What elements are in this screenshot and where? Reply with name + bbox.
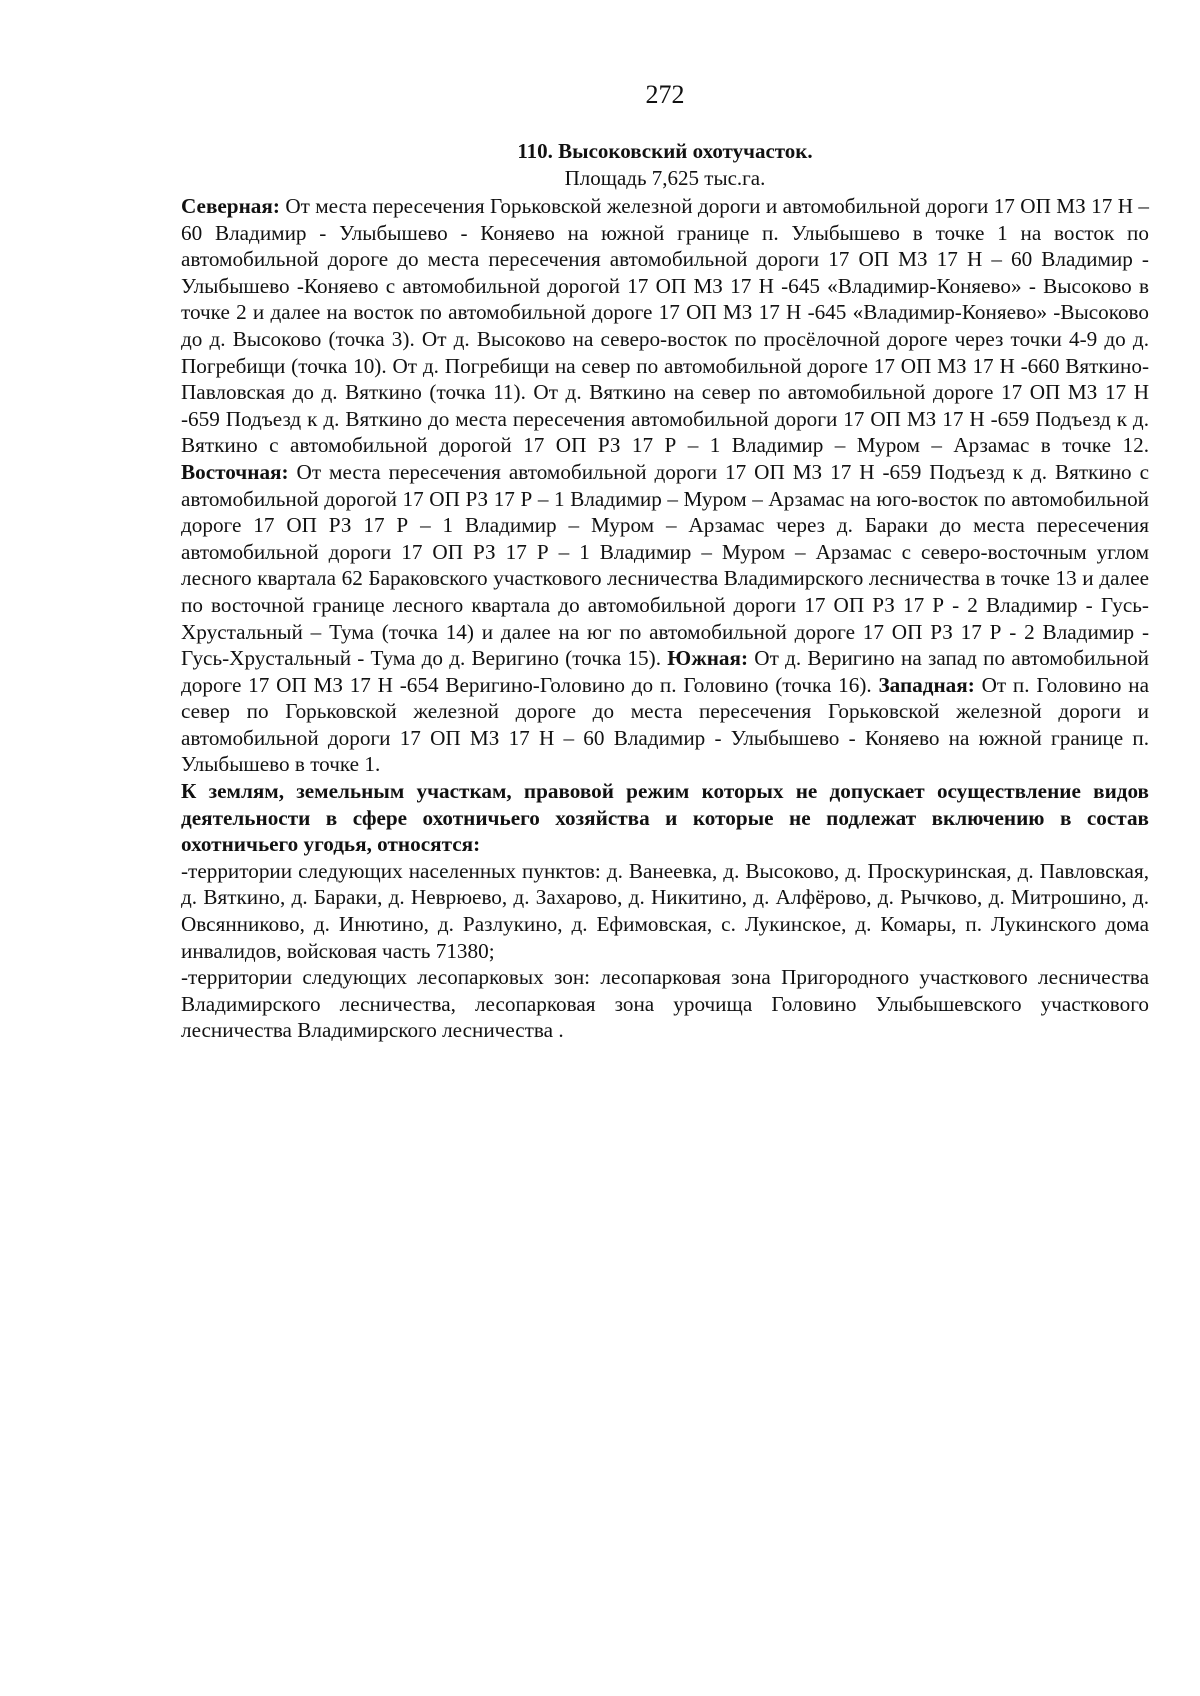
document-body xyxy=(181,193,1149,1044)
settlements-paragraph: -территории следующих населенных пунктов: д. Ванеевка, д. Высоково, д. Проскуринская, д. Павловская, д. Вяткино, д. Бараки, д. Неврюево, д. Захарово, д. Никитино, д. Алфёрово, д. Рычково, д. Митрошино, д. Овсянниково, д. Инютино, д. Разлукино, д. Ефимовская, с. Лукинское, д. Комары, п. Лукинского дома инвалидов, войсковая часть 71380; xyxy=(181,858,1149,963)
north-text: От места пересечения Горьковской железной дороги и автомобильной дороги 17 ОП МЗ 17 Н – 60 Владимир - Улыбышево - Коняево на южной границе п. Улыбышево в точке 1 на восток по автомобильной дороге до места пересечения автомобильной дороги 17 ОП МЗ 17 Н – 60 Владимир - Улыбышево -Коняево с автомобильной дорогой 17 ОП МЗ 17 Н -645 «Владимир-Коняево» - Высоково в точке 2 и далее на восток по автомобильной дороге 17 ОП МЗ 17 Н -645 «Владимир-Коняево» -Высоково до д. Высоково (точка 3). От д. Высоково на северо-восток по просёлочной дороге через точки 4-9 до д. Погребищи (точка 10). От д. Погребищи на север по автомобильной дороге 17 ОП МЗ 17 Н -660 Вяткино-Павловская до д. Вяткино (точка 11). От д. Вяткино на север по автомобильной дороге 17 ОП МЗ 17 Н -659 Подъезд к д. Вяткино до места пересечения автомобильной дороги 17 ОП МЗ 17 Н -659 Подъезд к д. Вяткино с автомобильной дорогой 17 ОП РЗ 17 Р – 1 Владимир – Муром – Арзамас в точке 12. xyxy=(181,194,1149,458)
exclusions-heading: К землям, земельным участкам, правовой режим которых не допускает осуществление видов деятельности в сфере охотничьего хозяйства и которые не подлежат включению в состав охотничьего угодья, относятся: xyxy=(181,779,1149,857)
south-text: От д. Веригино на запад по автомобильной дороге 17 ОП МЗ 17 Н -654 Веригино-Головино до п. Головино (точка 16). xyxy=(181,646,1150,697)
west-label: Западная: xyxy=(878,672,975,697)
page-number: 272 xyxy=(645,80,685,109)
east-text: От места пересечения автомобильной дороги 17 ОП МЗ 17 Н -659 Подъезд к д. Вяткино с автомобильной дорогой 17 ОП РЗ 17 Р – 1 Владимир – Муром – Арзамас на юго-восток по автомобильной дороге 17 ОП РЗ 17 Р – 1 Владимир – Муром – Арзамас через д. Бараки до места пересечения автомобильной дороги 17 ОП РЗ 17 Р – 1 Владимир – Муром – Арзамас с северо-восточным углом лесного квартала 62 Бараковского участкового лесничества Владимирского лесничества в точке 13 и далее по восточной границе лесного квартала до автомобильной дороги 17 ОП РЗ 17 Р - 2 Владимир - Гусь-Хрустальный – Тума (точка 14) и далее на юг по автомобильной дороге 17 ОП РЗ 17 Р - 2 Владимир - Гусь-Хрустальный - Тума до д. Веригино (точка 15). xyxy=(181,459,1149,671)
document-page xyxy=(181,0,1149,1696)
section-header xyxy=(181,138,1149,192)
south-label: Южная: xyxy=(667,646,749,671)
east-label: Восточная: xyxy=(181,459,289,484)
boundaries-paragraph xyxy=(181,193,1149,778)
forest-parks-paragraph: -территории следующих лесопарковых зон: лесопарковая зона Пригородного участкового лесничества Владимирского лесничества, лесопарковая зона урочища Головино Улыбышевского участкового лесничества Владимирского лесничества . xyxy=(181,965,1149,1043)
area-line: Площадь 7,625 тыс.га. xyxy=(564,166,766,190)
west-text: От п. Головино на север по Горьковской железной дороге до места пересечения Горьковской железной дороги и автомобильной дороги 17 ОП МЗ 17 Н – 60 Владимир - Улыбышево - Коняево на южной границе п. Улыбышево в точке 1. xyxy=(181,672,1149,777)
north-label: Северная: xyxy=(181,194,280,218)
section-title: 110. Высоковский охотучасток. xyxy=(517,139,813,163)
